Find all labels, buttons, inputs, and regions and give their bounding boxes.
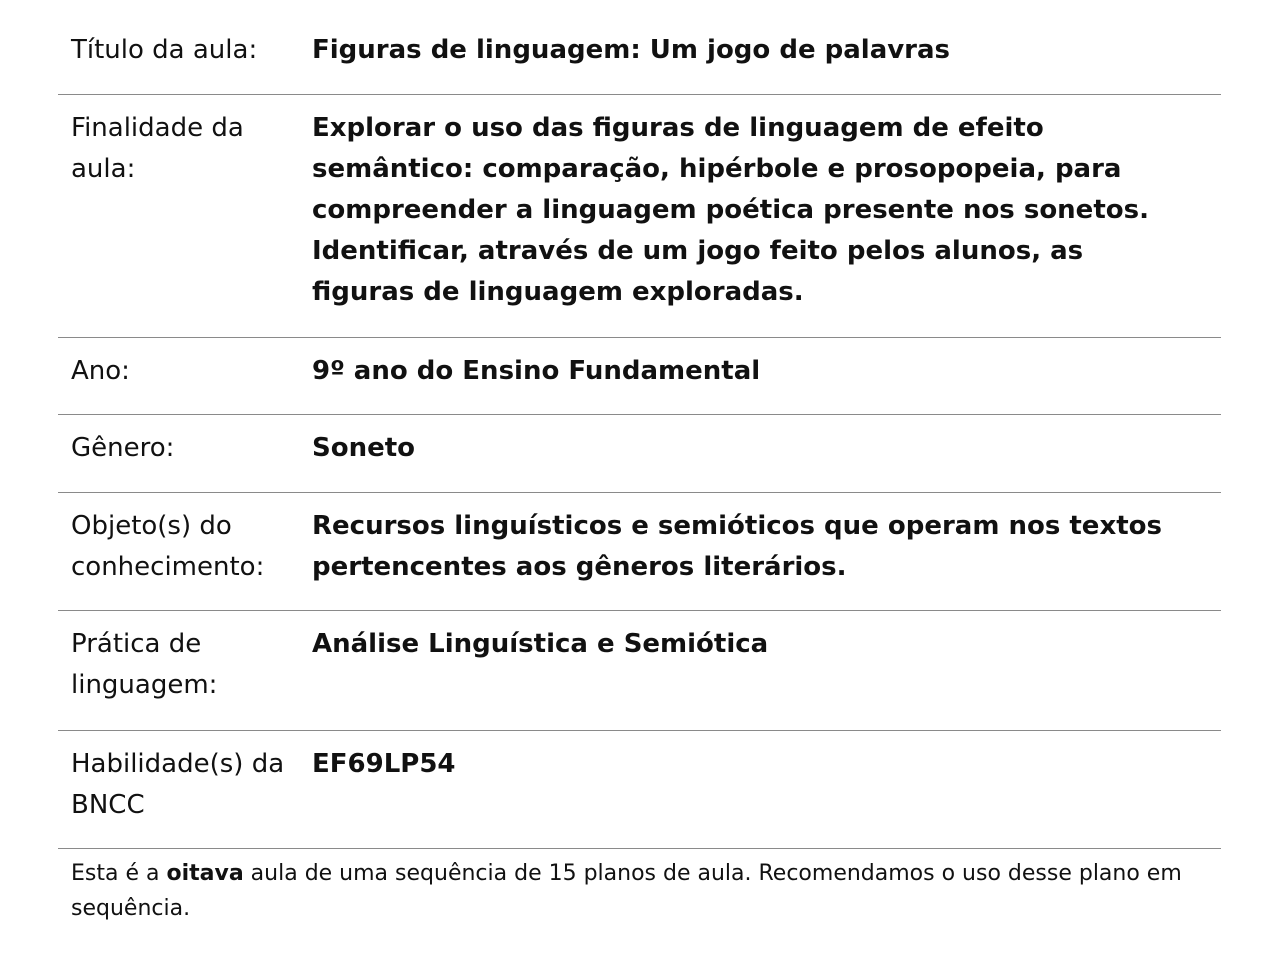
row-value: Recursos linguísticos e semióticos que operam nos textos pertencentes aos gêneros literários. xyxy=(312,511,1162,582)
row-label: Gênero: xyxy=(71,433,175,463)
row-value: Análise Linguística e Semiótica xyxy=(312,629,769,659)
row-finalidade xyxy=(58,108,1221,313)
row-value: 9º ano do Ensino Fundamental xyxy=(312,356,761,386)
row-label: Finalidade da aula: xyxy=(71,113,244,184)
row-label: Prática de linguagem: xyxy=(71,629,218,700)
note-suffix: aula de uma sequência de 15 planos de aula. Recomendamos o uso desse plano em sequência. xyxy=(71,861,1182,921)
divider xyxy=(58,610,1221,611)
row-label: Habilidade(s) da BNCC xyxy=(71,749,285,820)
row-value: Explorar o uso das figuras de linguagem de efeito semântico: comparação, hipérbole e prosopopeia, para compreender a linguagem poética presente nos sonetos. Identificar, através de um jogo feito pelos alunos, as figuras de linguagem exploradas. xyxy=(312,113,1149,307)
divider xyxy=(58,730,1221,731)
row-label: Título da aula: xyxy=(71,35,258,65)
row-habilidade xyxy=(58,744,1221,826)
row-titulo xyxy=(58,30,1221,71)
divider xyxy=(58,492,1221,493)
sequence-note xyxy=(71,856,1221,926)
row-ano xyxy=(58,351,1221,392)
row-label: Ano: xyxy=(71,356,130,386)
divider xyxy=(58,337,1221,338)
divider xyxy=(58,414,1221,415)
divider xyxy=(58,94,1221,95)
row-label: Objeto(s) do conhecimento: xyxy=(71,511,265,582)
row-objeto xyxy=(58,506,1221,588)
row-value: Figuras de linguagem: Um jogo de palavras xyxy=(312,35,951,65)
row-pratica xyxy=(58,624,1221,706)
note-prefix: Esta é a xyxy=(71,861,167,886)
row-genero xyxy=(58,428,1221,469)
row-value: Soneto xyxy=(312,433,416,463)
note-emphasis: oitava xyxy=(166,861,244,886)
row-value: EF69LP54 xyxy=(312,749,456,779)
divider xyxy=(58,848,1221,849)
